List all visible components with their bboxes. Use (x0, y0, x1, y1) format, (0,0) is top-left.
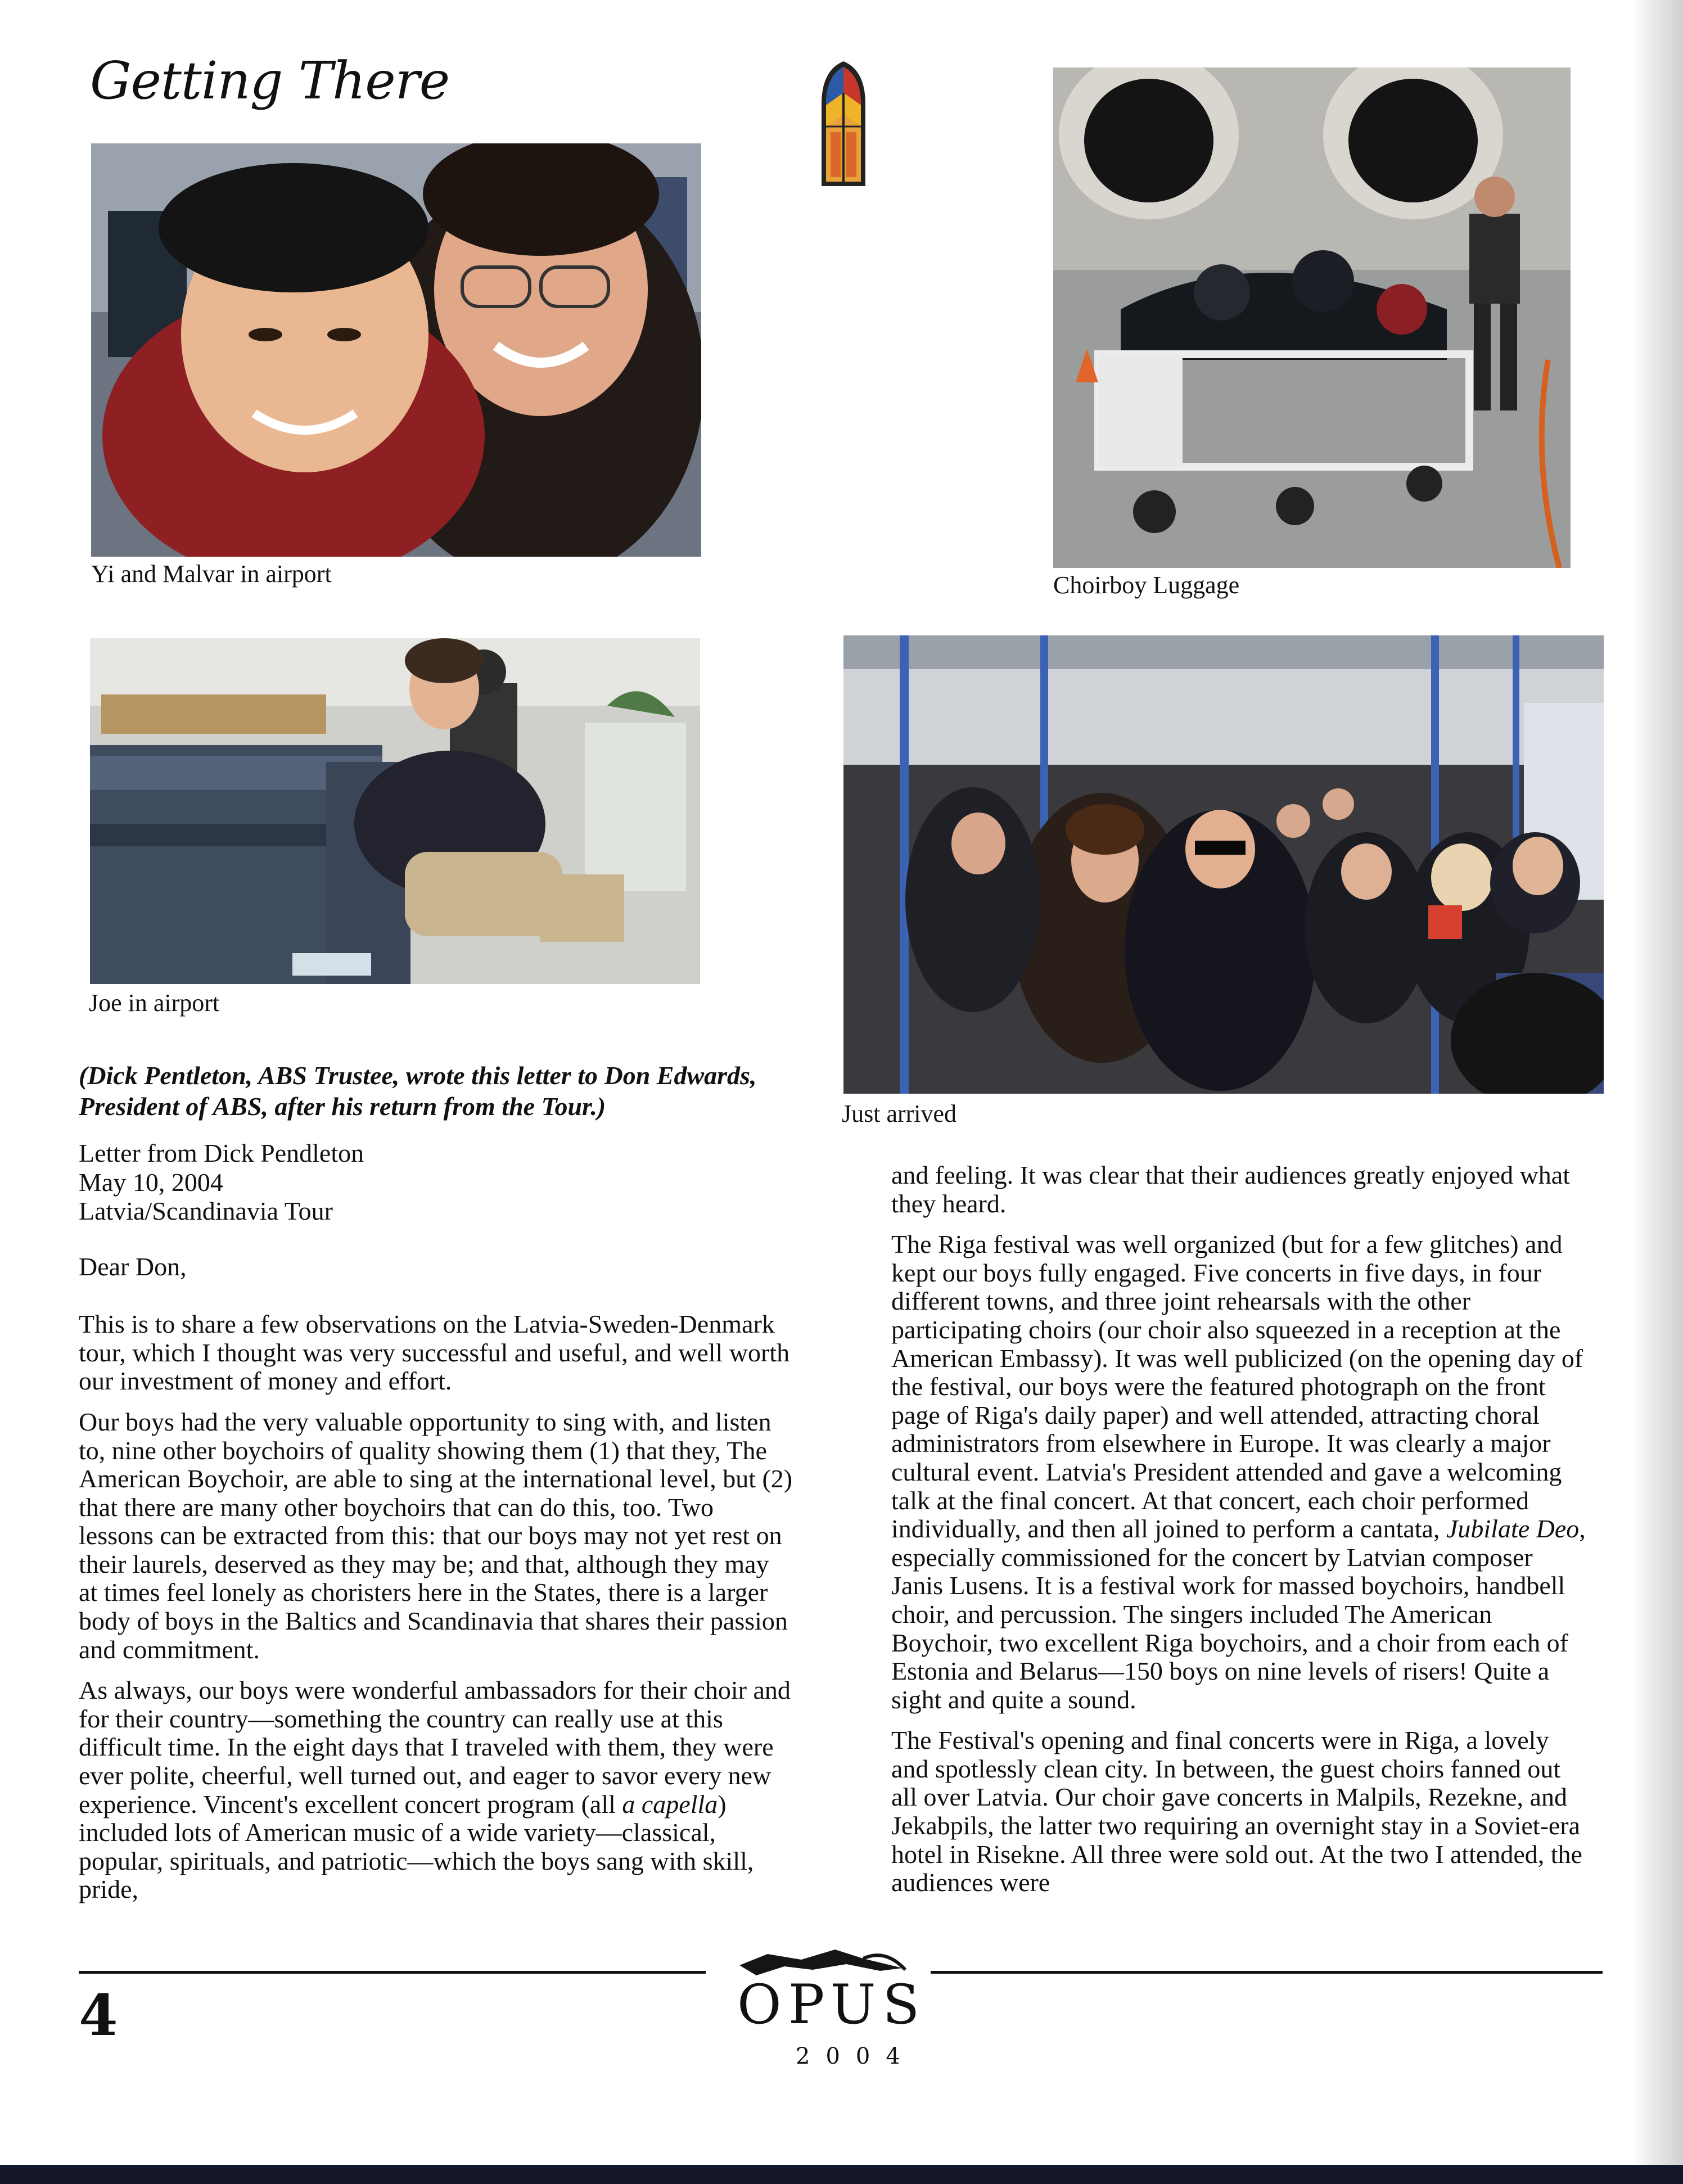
bus-photo (843, 635, 1604, 1094)
paragraph-text: , especially commissioned for the concert by Latvian composer Janis Lusens. It is a festival work for massed boychoirs, handbell choir, and percussion. The singers included The American Boychoir, two excellent Riga boychoirs, and a choir from each of Estonia and Belarus—150 boys on nine levels of risers! Quite a sight and quite a sound. (891, 1514, 1586, 1714)
opus-logo-word: OPUS (737, 1973, 927, 2036)
footer-rule-right (931, 1971, 1603, 1974)
letter-paragraph: This is to share a few observations on the Latvia-Sweden-Denmark tour, which I thought was very successful and useful, and well worth our investment of money and effort. (79, 1310, 790, 1396)
page-edge-shadow (1632, 0, 1683, 2184)
joe-photo (90, 638, 700, 984)
photo-caption: Choirboy Luggage (1053, 571, 1240, 599)
stained-glass-window-icon (818, 59, 869, 188)
letter-salutation: Dear Don, (79, 1252, 187, 1281)
scan-bottom-bar (0, 2165, 1683, 2184)
letter-paragraph: Our boys had the very valuable opportunity to sing with, and listen to, nine other boychoirs of quality showing them (1) that they, The American Boychoir, are able to sing at the international level, but (2) that there are many other boychoirs that can do this, too. Two lessons can be extracted from this: that our boys may not yet rest on their laurels, deserved as they may be; and that, although they may at times feel lonely as choristers here in the States, there is a larger body of boys in the Baltics and Scandinavia that shares their passion and commitment. (79, 1407, 793, 1664)
letter-paragraph: The Festival's opening and final concerts were in Riga, a lovely and spotlessly clean city. In between, the guest choirs fanned out all over Latvia. Our choir gave concerts in Malpils, Rezekne, and Jekabpils, the latter two requiring an overnight stay in a Soviet-era hotel in Risekne. All three were sold out. At the two I attended, the audiences were (891, 1726, 1582, 1897)
opus-logo (734, 1943, 927, 2072)
photo-caption: Yi and Malvar in airport (91, 560, 332, 588)
italic-term: a capella (622, 1789, 718, 1819)
luggage-photo (1053, 67, 1571, 568)
intro-note: (Dick Pentleton, ABS Trustee, wrote this letter to Don Edwards, President of ABS, after his return from the Tour.) (79, 1061, 757, 1121)
footer-rule-left (79, 1971, 706, 1974)
photo-caption: Joe in airport (89, 989, 220, 1017)
letter-column-right (891, 1161, 1586, 1910)
letter-paragraph: and feeling. It was clear that their audiences greatly enjoyed what they heard. (891, 1161, 1570, 1218)
letter-paragraph (891, 1230, 1586, 1714)
letter-heading-line: Latvia/Scandinavia Tour (79, 1197, 333, 1226)
letter-heading-line: Letter from Dick Pendleton (79, 1139, 364, 1167)
yi-malvar-photo (91, 143, 701, 557)
letter-paragraph (79, 1676, 793, 1904)
page-number: 4 (79, 1982, 118, 2048)
paragraph-text: ) included lots of American music of a wide variety—classical, popular, spirituals, and patriotic—which the boys sang with skill, pride, (79, 1789, 754, 1904)
letter-heading (79, 1139, 793, 1226)
paragraph-text: The Riga festival was well organized (but for a few glitches) and kept our boys fully engaged. Five concerts in five days, in four different towns, and three joint rehearsals with the other participating choirs (our choir also squeezed in a reception at the American Embassy). It was well publicized (on the opening day of the festival, our boys were the featured photograph on the front page of Riga's daily paper) and well attended, attracting choral administrators from elsewhere in Europe. It was clearly a major cultural event. Latvia's President attended and gave a welcoming talk at the final concert. At that concert, each choir performed individually, and then all joined to perform a cantata, (891, 1230, 1583, 1544)
italic-term: Jubilate Deo (1446, 1514, 1580, 1544)
page-title: Getting There (90, 51, 450, 111)
opus-logo-year: 2004 (796, 2043, 916, 2069)
photo-caption: Just arrived (842, 1100, 957, 1127)
letter-column-left (79, 1139, 793, 1916)
letter-heading-line: May 10, 2004 (79, 1167, 223, 1197)
paragraph-text: As always, our boys were wonderful ambassadors for their choir and for their country—something the country can really use at this difficult time. In the eight days that I traveled with them, they were ever polite, cheerful, well turned out, and eager to savor every new experience. Vincent's excellent concert program (all (79, 1676, 791, 1819)
